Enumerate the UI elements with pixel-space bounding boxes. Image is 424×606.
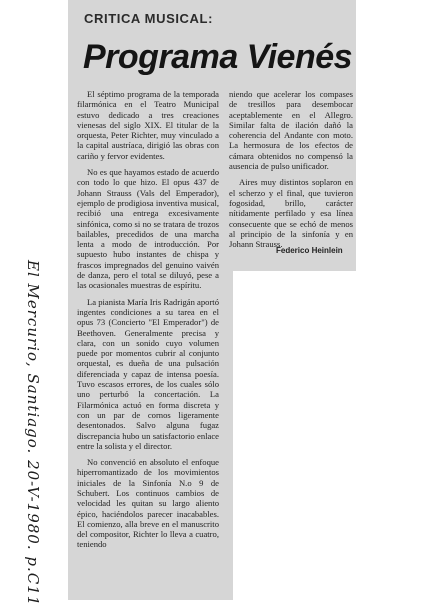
paragraph: No convenció en absoluto el enfoque hiperromantizado de los movimientos iniciales de la Sinfonía N.o 9 de Schubert. Los continuos cambios de velocidad les quitan su largo aliento épico, haciéndolos parecer inacabables. El comienzo, alla breve en el manuscrito del compositor, Richter lo lleva a cuatro, teniendo (77, 457, 219, 550)
paragraph: niendo que acelerar los compases de tresillos para desembocar aceptablemente en el Allegro. Similar falta de ilación dañó la coherencia del Andante con moto. La hermosura de los efectos de cámara obtenidos no compensó la ausencia de pulso unificador. (229, 89, 353, 172)
right-column (229, 89, 353, 265)
paragraph: Aires muy distintos soplaron en el scherzo y el final, que tuvieron fogosidad, brillo, carácter nítidamente perfilado y esa línea consecuente que se echó de menos al principio de la sinfonía y en Johann Strauss. (229, 177, 353, 250)
paragraph: El séptimo programa de la temporada filarmónica en el Teatro Municipal estuvo dedicado a tres creaciones vienesas del siglo XIX. El titular de la orquesta, Peter Richter, muy vinculado a la capital austríaca, dirigió las obras con cariño y fervor evidentes. (77, 89, 219, 161)
section-kicker: CRITICA MUSICAL: (84, 11, 213, 26)
clipping-cutout (233, 271, 356, 600)
paragraph: No es que hayamos estado de acuerdo con todo lo que hizo. El opus 437 de Johann Strauss (Vals del Emperador), ejemplo de prodigiosa inventiva musical, recibió una entrega excesivamente sinfónica, como si no se tratara de trozos bailables, precedidos de una marcha lenta a modo de introducción. Por supuesto hubo instantes de chispa y frascos impregnados del genuino vaivén de danza, pero el total se diluyó, pese a las ocasionales muestras de espíritu. (77, 167, 219, 291)
paragraph: La pianista María Iris Radrigán aportó ingentes condiciones a su tarea en el opus 73 (Concierto "El Emperador") de Beethoven. Generalmente precisa y clara, con un sonido cuyo volumen puede por momentos cubrir al conjunto orquestal, es dueña de una pulsación diferenciada y capaz de intensa poesía. Tuvo escasos errores, de los cuales sólo uno perturbó la concertación. La Filarmónica actuó en forma discreta y con un par de cornos ligeramente desentonados. Salvo alguna fugaz discrepancia hubo un satisfactorio enlace entre la solista y el director. (77, 296, 219, 451)
left-column (77, 89, 219, 597)
article-headline: Programa Vienés (83, 38, 353, 76)
handwritten-source-note: El Mercurio, Santiago. 20-V-1980. p.C11 (24, 260, 42, 606)
author-byline: Federico Heinlein (276, 246, 343, 255)
